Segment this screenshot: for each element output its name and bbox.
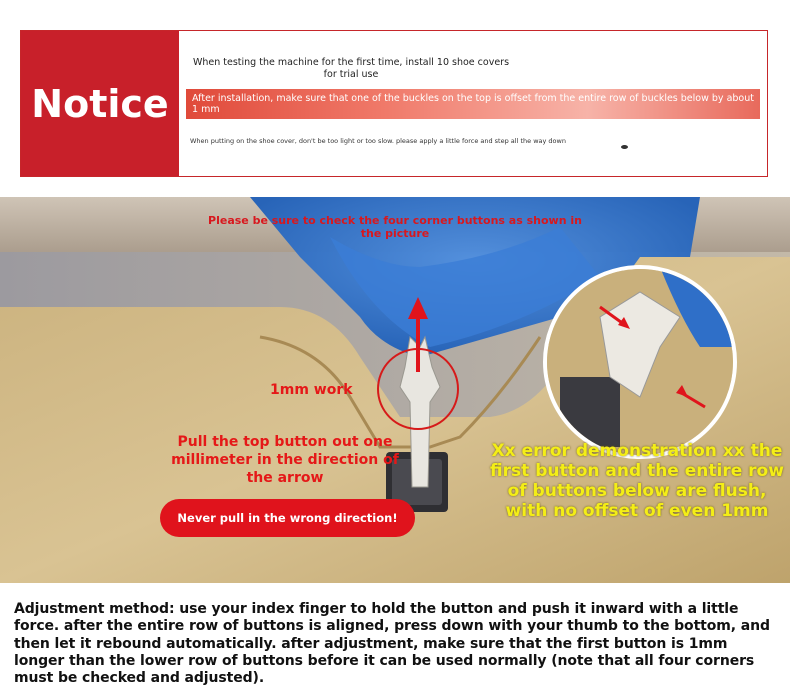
top-caption: Please be sure to check the four corner buttons as shown in the picture	[208, 214, 582, 240]
notice-first-test-text: When testing the machine for the first time, install 10 shoe covers for trial use	[192, 57, 510, 80]
notice-highlight-text: After installation, make sure that one of the buckles on the top is offset from the entire row of buckles below by about 1 mm	[186, 89, 760, 119]
product-photo	[0, 197, 790, 583]
warning-badge: Never pull in the wrong direction!	[160, 499, 415, 537]
notice-small-text: When putting on the shoe cover, don't be too light or too slow. please apply a little force and step all the way down	[190, 137, 566, 145]
notice-banner	[20, 30, 768, 177]
notice-title: Notice	[21, 31, 179, 176]
label-1mm: 1mm work	[270, 382, 353, 398]
decorative-dot	[621, 145, 628, 149]
pull-instruction: Pull the top button out one millimeter in the direction of the arrow	[171, 434, 399, 486]
error-demonstration-text: Xx error demonstration xx the first button and the entire row of buttons below are flush, with no offset of even 1mm	[490, 441, 784, 521]
adjustment-instructions: Adjustment method: use your index finger to hold the button and push it inward with a little force. after the entire row of buttons is aligned, press down with your thumb to the bottom, and then let it rebound automatically. after adjustment, make sure that the first button is 1mm longer than the lower row of buttons before it can be used normally (note that all four corners must be checked and adjusted).	[14, 601, 770, 687]
